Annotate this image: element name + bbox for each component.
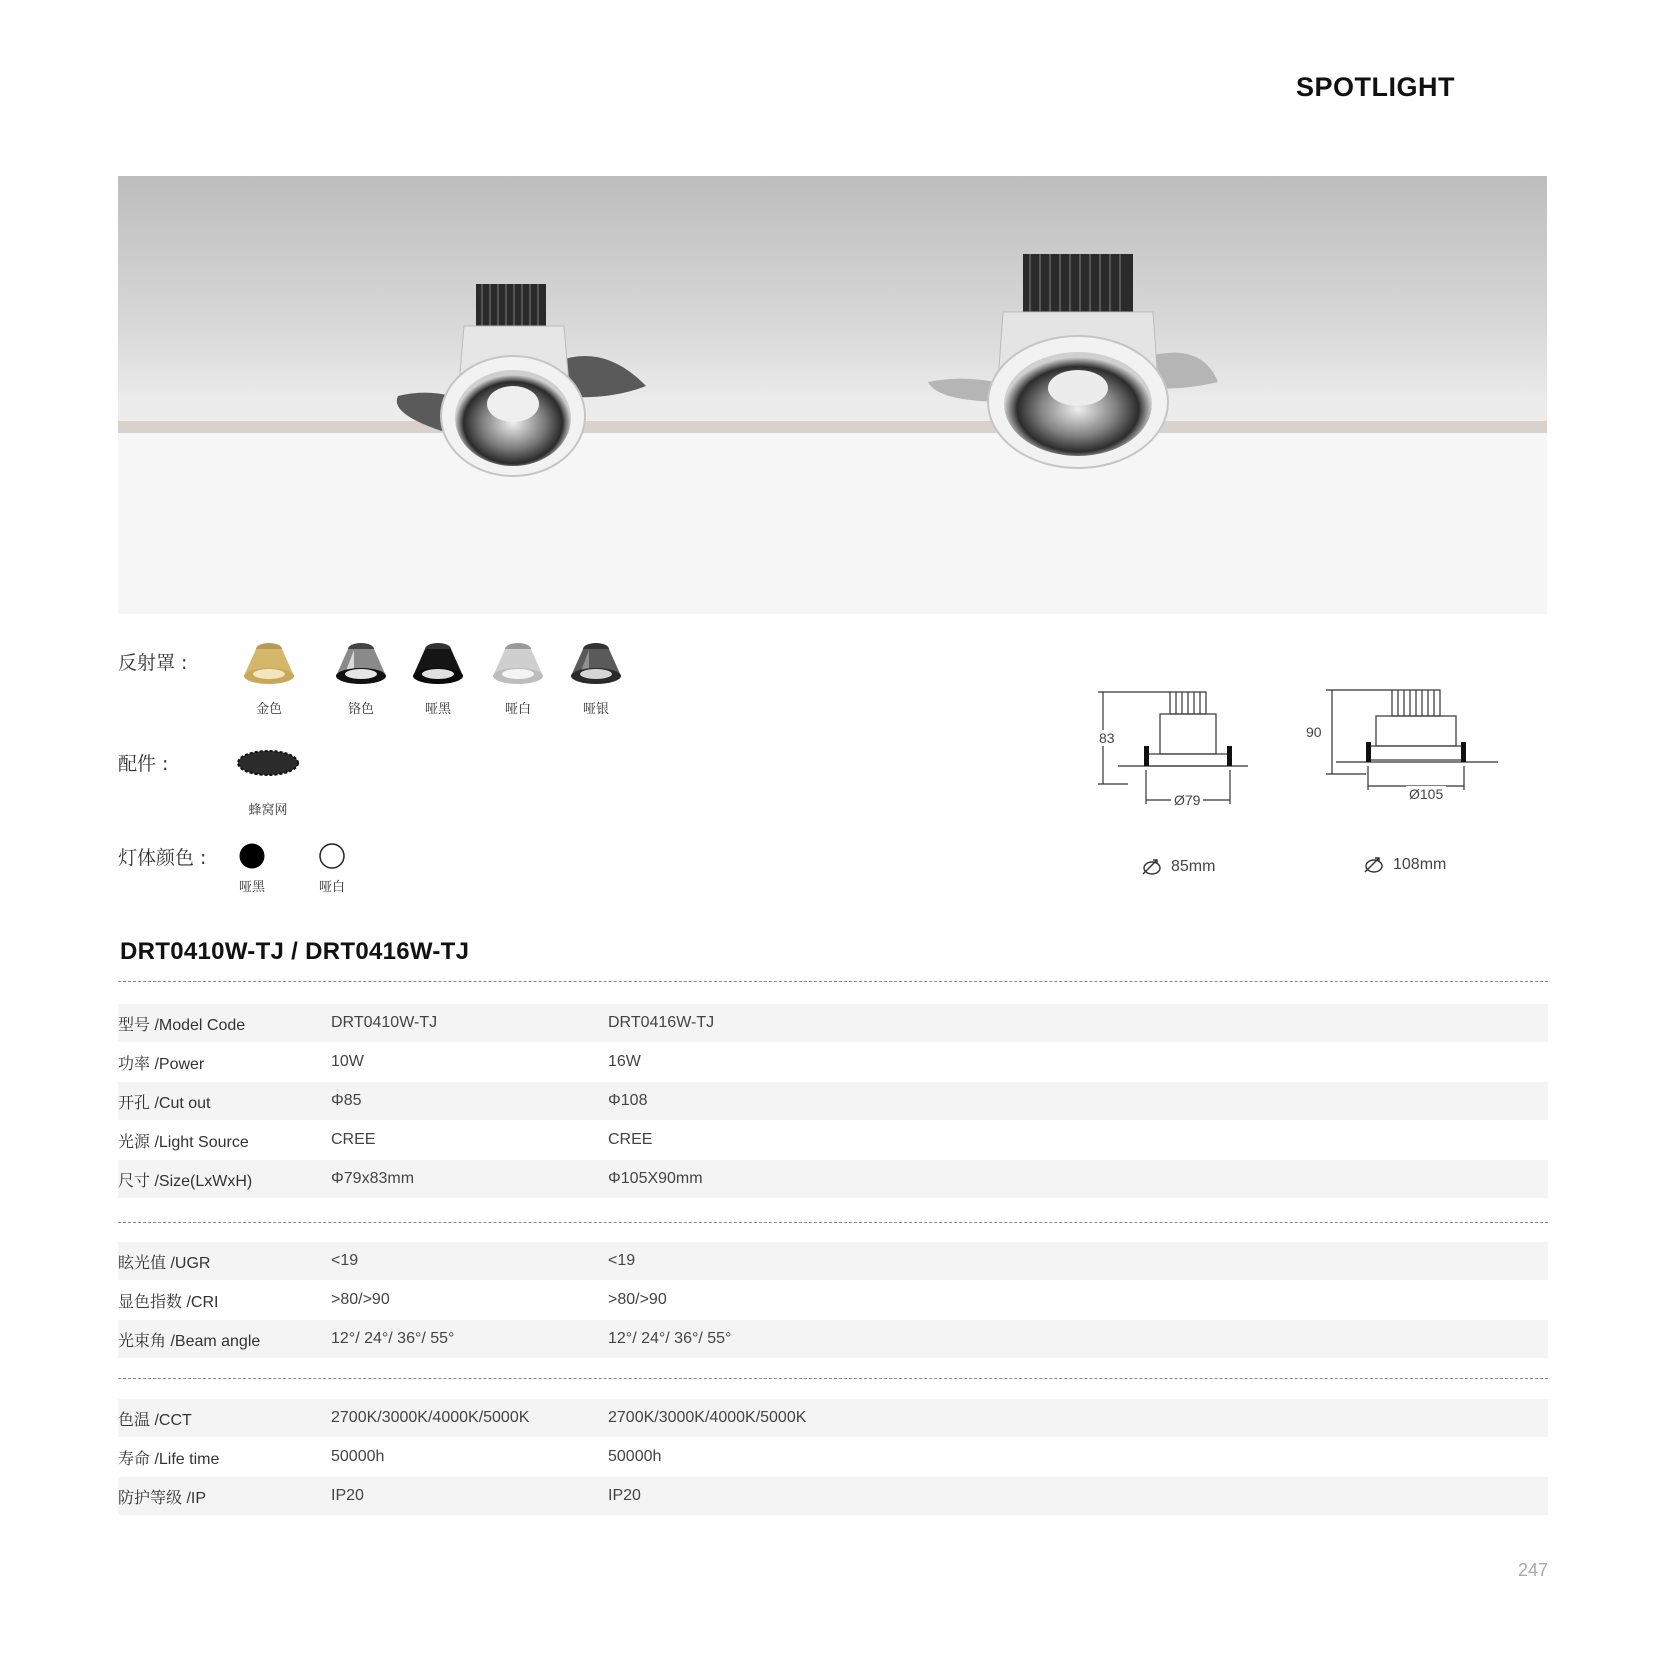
spec-value-1: 10W — [331, 1053, 364, 1070]
reflector-chrome-icon — [334, 640, 388, 686]
reflector-gold-icon — [242, 640, 296, 686]
reflector-caption: 哑白 — [504, 702, 531, 717]
dimension-height-large: 90 — [1306, 724, 1322, 740]
body-color-caption: 哑白 — [318, 880, 345, 895]
section-divider — [118, 1222, 1548, 1223]
body-color-label: 灯体颜色 : — [118, 847, 207, 869]
spec-value-1: <19 — [331, 1252, 359, 1269]
spec-value-2: DRT0416W-TJ — [608, 1014, 715, 1031]
model-title: DRT0410W-TJ / DRT0416W-TJ — [120, 938, 470, 965]
spec-value-2: 16W — [608, 1053, 641, 1070]
dimension-height-small: 83 — [1099, 730, 1115, 746]
spec-label: 尺寸 /Size(LxWxH) — [118, 1173, 253, 1190]
cutout-small — [1141, 858, 1215, 876]
spec-value-2: Φ105X90mm — [608, 1170, 703, 1187]
spec-row — [118, 1160, 1548, 1198]
dimension-drawing-large — [1326, 686, 1506, 796]
reflector-label: 反射罩 : — [118, 652, 188, 674]
spec-value-2: <19 — [608, 1252, 636, 1269]
honeycomb-grid-icon — [236, 748, 300, 778]
spec-value-2: >80/>90 — [608, 1291, 667, 1308]
accessory-caption: 蜂窝网 — [248, 803, 288, 818]
spec-label: 开孔 /Cut out — [118, 1095, 211, 1112]
spotlight-large-illustration — [918, 242, 1238, 482]
spec-row — [118, 1438, 1548, 1476]
spec-row — [118, 1082, 1548, 1120]
page-number: 247 — [1517, 1560, 1548, 1580]
spec-label: 光束角 /Beam angle — [118, 1333, 261, 1350]
spec-value-1: Φ79x83mm — [331, 1170, 415, 1187]
ceiling-edge — [118, 421, 1547, 433]
spec-label: 防护等级 /IP — [118, 1490, 207, 1507]
reflector-caption: 哑银 — [582, 702, 609, 717]
spec-row — [118, 1399, 1548, 1437]
cutout-hole-icon — [1363, 856, 1385, 874]
reflector-caption: 哑黑 — [424, 702, 451, 717]
spec-value-2: CREE — [608, 1131, 653, 1148]
body-color-caption: 哑黑 — [238, 880, 265, 895]
body-color-white-icon — [318, 842, 346, 870]
page-header-title: SPOTLIGHT — [1296, 72, 1455, 102]
dimension-diameter-large: Ø105 — [1406, 786, 1446, 802]
spec-label: 色温 /CCT — [118, 1412, 192, 1429]
spec-value-2: 12°/ 24°/ 36°/ 55° — [608, 1330, 732, 1347]
body-color-black-icon — [238, 842, 266, 870]
spec-value-2: Φ108 — [608, 1092, 648, 1109]
spec-value-1: 50000h — [331, 1448, 385, 1465]
spec-label: 眩光值 /UGR — [118, 1255, 211, 1272]
spec-value-1: DRT0410W-TJ — [331, 1014, 438, 1031]
spec-row — [118, 1477, 1548, 1515]
cutout-small-value: 85mm — [1171, 858, 1216, 875]
product-hero-image — [118, 176, 1547, 614]
section-divider — [118, 981, 1548, 982]
spec-row — [118, 1043, 1548, 1081]
spec-label: 显色指数 /CRI — [118, 1294, 219, 1311]
reflector-matte-silver-icon — [569, 640, 623, 686]
section-divider — [118, 1378, 1548, 1379]
spec-row — [118, 1281, 1548, 1319]
wall-background — [118, 433, 1547, 614]
spec-value-1: 12°/ 24°/ 36°/ 55° — [331, 1330, 455, 1347]
spec-value-2: 50000h — [608, 1448, 662, 1465]
cutout-large-value: 108mm — [1393, 856, 1447, 873]
spec-value-1: >80/>90 — [331, 1291, 390, 1308]
spec-label: 型号 /Model Code — [118, 1017, 246, 1034]
spec-value-1: Φ85 — [331, 1092, 362, 1109]
spotlight-small-illustration — [388, 276, 658, 496]
spec-label: 功率 /Power — [118, 1056, 205, 1073]
reflector-caption: 铬色 — [347, 702, 374, 717]
spec-row — [118, 1004, 1548, 1042]
spec-value-2: IP20 — [608, 1487, 641, 1504]
spec-label: 光源 /Light Source — [118, 1134, 249, 1151]
spec-label: 寿命 /Life time — [118, 1451, 220, 1468]
dimension-diameter-small: Ø79 — [1171, 792, 1203, 808]
reflector-matte-white-icon — [491, 640, 545, 686]
spec-row — [118, 1242, 1548, 1280]
reflector-caption: 金色 — [255, 702, 282, 717]
accessory-label: 配件 : — [118, 753, 169, 775]
reflector-matte-black-icon — [411, 640, 465, 686]
cutout-hole-icon — [1141, 858, 1163, 876]
spec-value-1: CREE — [331, 1131, 376, 1148]
spec-value-2: 2700K/3000K/4000K/5000K — [608, 1409, 807, 1426]
cutout-large — [1363, 856, 1446, 874]
spec-row — [118, 1320, 1548, 1358]
spec-value-1: IP20 — [331, 1487, 364, 1504]
spec-row — [118, 1121, 1548, 1159]
spec-value-1: 2700K/3000K/4000K/5000K — [331, 1409, 530, 1426]
